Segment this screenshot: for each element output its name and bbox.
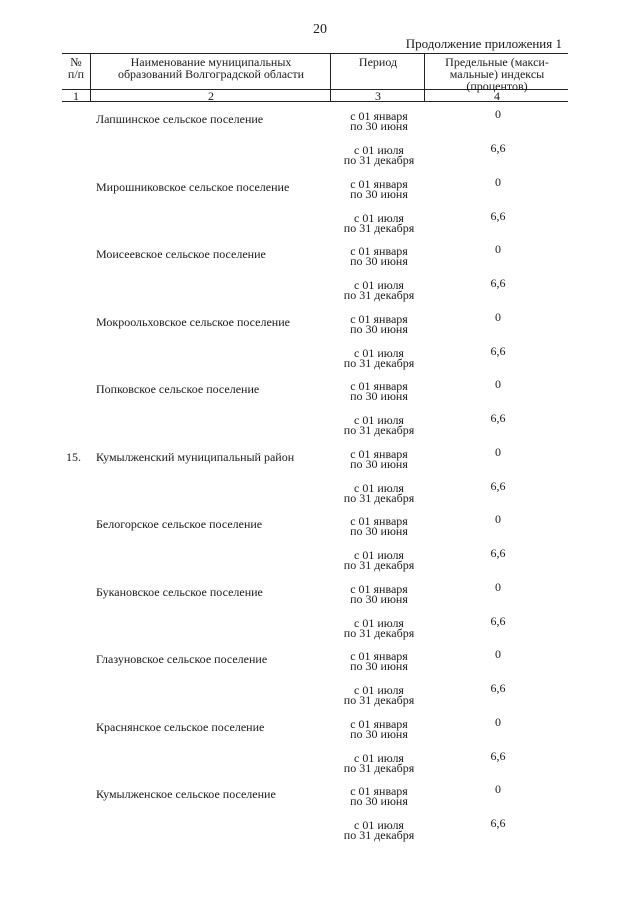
index-value: 6,6 — [490, 681, 506, 695]
period-cell: с 01 января по 30 июня — [350, 177, 408, 201]
header-top-line — [62, 53, 568, 54]
period-cell: с 01 июля по 31 декабря — [343, 278, 415, 302]
municipality-name: Глазуновское сельское поселение — [96, 652, 268, 666]
municipality-name: Букановское сельское поселение — [96, 585, 263, 599]
col-divider-2 — [330, 53, 331, 101]
column-number-3: 3 — [375, 89, 381, 103]
index-value: 0 — [495, 310, 501, 324]
index-value: 6,6 — [490, 141, 506, 155]
municipality-name: Мокроольховское сельское поселение — [96, 315, 290, 329]
header-col-name: Наименование муниципальных образований Волгоградской области — [117, 55, 305, 81]
period-cell: с 01 июля по 31 декабря — [343, 413, 415, 437]
col-divider-3 — [424, 53, 425, 101]
index-value: 0 — [495, 647, 501, 661]
municipality-name: Краснянское сельское поселение — [96, 720, 265, 734]
index-value: 6,6 — [490, 411, 506, 425]
municipality-name: Мирошниковское сельское поселение — [96, 180, 290, 194]
index-value: 0 — [495, 580, 501, 594]
municipality-name: Моисеевское сельское поселение — [96, 247, 266, 261]
period-cell: с 01 июля по 31 декабря — [343, 751, 415, 775]
municipality-name: Белогорское сельское поселение — [96, 517, 263, 531]
municipality-name: Попковское сельское поселение — [96, 382, 260, 396]
index-value: 0 — [495, 107, 501, 121]
index-value: 6,6 — [490, 749, 506, 763]
index-value: 6,6 — [490, 546, 506, 560]
index-value: 0 — [495, 512, 501, 526]
period-cell: с 01 января по 30 июня — [350, 514, 408, 538]
index-value: 6,6 — [490, 344, 506, 358]
period-cell: с 01 июля по 31 декабря — [343, 481, 415, 505]
municipality-name: Кумылженское сельское поселение — [96, 787, 276, 801]
period-cell: с 01 января по 30 июня — [350, 582, 408, 606]
period-cell: с 01 января по 30 июня — [350, 784, 408, 808]
row-number: 15. — [66, 450, 81, 464]
period-cell: с 01 июля по 31 декабря — [343, 143, 415, 167]
period-cell: с 01 января по 30 июня — [350, 244, 408, 268]
index-value: 6,6 — [490, 209, 506, 223]
index-value: 0 — [495, 175, 501, 189]
continuation-note: Продолжение приложения 1 — [405, 36, 562, 51]
header-col-number: № п/п — [67, 55, 85, 81]
period-cell: с 01 июля по 31 декабря — [343, 211, 415, 235]
index-value: 6,6 — [490, 816, 506, 830]
period-cell: с 01 июля по 31 декабря — [343, 616, 415, 640]
header-col-index: Предельные (макси- мальные) индексы (процентов) — [445, 55, 549, 93]
index-value: 6,6 — [490, 479, 506, 493]
index-value: 0 — [495, 242, 501, 256]
index-value: 0 — [495, 782, 501, 796]
index-value: 0 — [495, 445, 501, 459]
column-number-1: 1 — [73, 89, 79, 103]
period-cell: с 01 января по 30 июня — [350, 717, 408, 741]
municipality-name: Кумылженский муниципальный район — [96, 450, 295, 464]
period-cell: с 01 января по 30 июня — [350, 109, 408, 133]
header-col-period: Период — [358, 55, 398, 69]
period-cell: с 01 января по 30 июня — [350, 649, 408, 673]
col-divider-1 — [90, 53, 91, 101]
index-value: 6,6 — [490, 276, 506, 290]
page-number: 20 — [313, 22, 327, 37]
column-number-2: 2 — [208, 89, 214, 103]
column-number-4: 4 — [494, 89, 500, 103]
index-value: 0 — [495, 377, 501, 391]
period-cell: с 01 января по 30 июня — [350, 312, 408, 336]
period-cell: с 01 июля по 31 декабря — [343, 683, 415, 707]
period-cell: с 01 июля по 31 декабря — [343, 818, 415, 842]
period-cell: с 01 января по 30 июня — [350, 379, 408, 403]
municipality-name: Лапшинское сельское поселение — [96, 112, 264, 126]
period-cell: с 01 июля по 31 декабря — [343, 548, 415, 572]
period-cell: с 01 июля по 31 декабря — [343, 346, 415, 370]
index-value: 6,6 — [490, 614, 506, 628]
index-value: 0 — [495, 715, 501, 729]
period-cell: с 01 января по 30 июня — [350, 447, 408, 471]
